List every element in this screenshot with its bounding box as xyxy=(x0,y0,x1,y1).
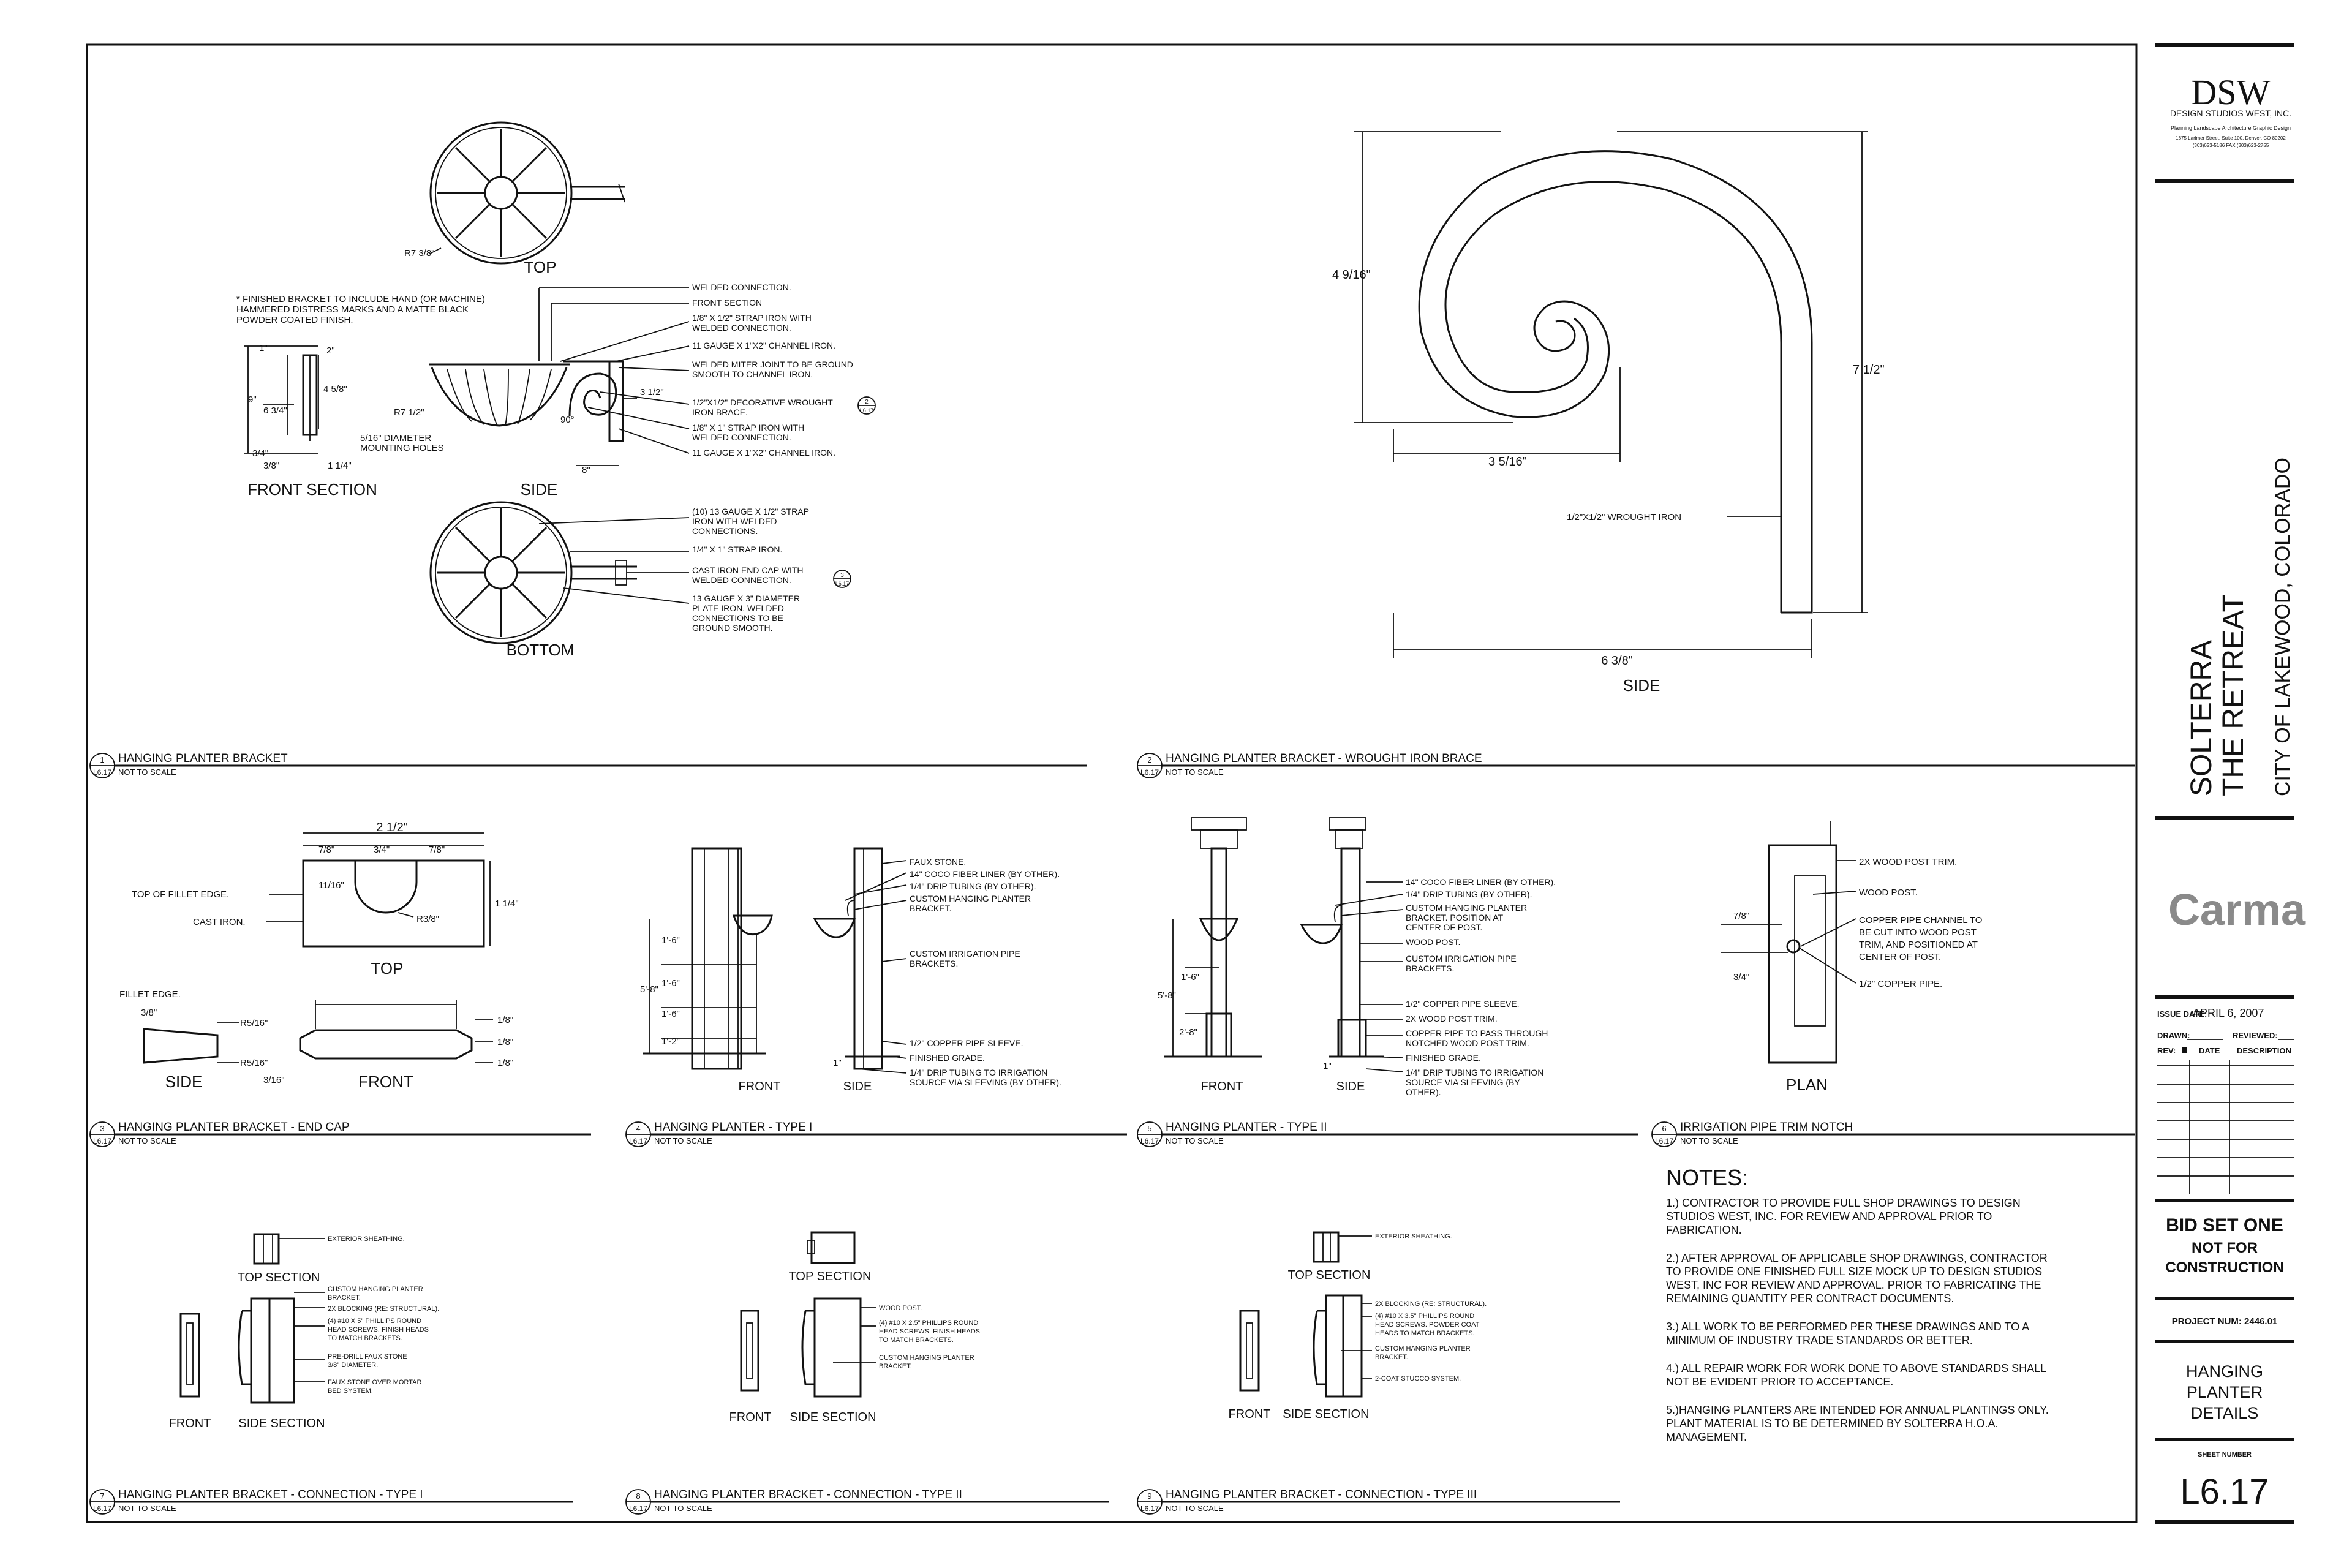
d2-callout: 1/2"X1/2" WROUGHT IRON xyxy=(1567,512,1682,522)
svg-text:TO MATCH BRACKETS.: TO MATCH BRACKETS. xyxy=(879,1336,954,1344)
d5-dim-grade: 1" xyxy=(1323,1061,1332,1071)
d2-view-side: SIDE xyxy=(1623,676,1660,695)
detail-6-callouts xyxy=(1859,857,1982,989)
d3-dim-d: 11/16" xyxy=(318,880,344,891)
status-line1: BID SET ONE xyxy=(2166,1215,2283,1235)
rev-date-col: DATE xyxy=(2199,1046,2220,1055)
svg-text:2X WOOD POST TRIM.: 2X WOOD POST TRIM. xyxy=(1859,857,1958,867)
svg-text:WELDED CONNECTION.: WELDED CONNECTION. xyxy=(692,575,791,585)
d1-top-radius: R7 3/8" xyxy=(404,248,435,258)
svg-text:SOURCE VIA SLEEVING (BY: SOURCE VIA SLEEVING (BY xyxy=(1406,1077,1520,1087)
d4-view-side: SIDE xyxy=(843,1080,872,1093)
d1-bubble-3: 3 xyxy=(840,572,844,579)
detail-5-front xyxy=(1158,818,1262,1093)
detail-4-front xyxy=(640,848,780,1093)
d1-holes-2: MOUNTING HOLES xyxy=(360,443,444,453)
svg-text:BRACKET.: BRACKET. xyxy=(910,903,952,913)
detail-4-side xyxy=(815,848,907,1093)
d1-dim-3: 9" xyxy=(248,394,257,405)
detail-title-text: HANGING PLANTER BRACKET - CONNECTION - TYPE III xyxy=(1166,1488,1477,1501)
detail-sheet-ref: L6.17 xyxy=(628,1504,648,1513)
svg-text:POWDER COATED FINISH.: POWDER COATED FINISH. xyxy=(236,315,353,325)
d3-dim-a: 7/8" xyxy=(318,845,335,855)
svg-text:BRACKET.: BRACKET. xyxy=(879,1363,912,1370)
project-name-line2: THE RETREAT xyxy=(2217,594,2250,796)
d1-holes: 5/16" DIAMETER xyxy=(360,433,432,443)
d5-dim-1: 1'-6" xyxy=(1181,972,1199,982)
detail-scale: NOT TO SCALE xyxy=(1166,1136,1224,1145)
d1-dim-10: 8" xyxy=(582,465,590,475)
detail-scale: NOT TO SCALE xyxy=(1166,767,1224,777)
svg-text:GROUND SMOOTH.: GROUND SMOOTH. xyxy=(692,623,773,633)
svg-text:NOT BE EVIDENT PRIOR TO ACCEPT: NOT BE EVIDENT PRIOR TO ACCEPTANCE. xyxy=(1666,1376,1894,1388)
d3-front-dim-3: 1/8" xyxy=(497,1058,514,1068)
d1-dim-7: 3/8" xyxy=(263,461,280,471)
d1-dim-9: 3 1/2" xyxy=(640,387,664,398)
svg-text:CUSTOM HANGING PLANTER: CUSTOM HANGING PLANTER xyxy=(1406,903,1528,913)
d4-dim-2: 1'-6" xyxy=(662,978,680,989)
svg-text:4.) ALL REPAIR WORK FOR WORK: 4.) ALL REPAIR WORK FOR WORK DONE TO ABOVE STANDARDS SHALL xyxy=(1666,1362,2047,1374)
d6-view-plan: PLAN xyxy=(1786,1076,1828,1094)
issue-label: ISSUE DATE: xyxy=(2157,1009,2207,1019)
d9-front: FRONT xyxy=(1228,1408,1271,1421)
firm-address: 1675 Larimer Street, Suite 100, Denver, CO 80202 xyxy=(2176,135,2286,141)
svg-text:TO MATCH BRACKETS.: TO MATCH BRACKETS. xyxy=(328,1335,402,1342)
detail-scale: NOT TO SCALE xyxy=(1166,1504,1224,1513)
d8-top-section: TOP SECTION xyxy=(788,1270,872,1283)
svg-text:OTHER).: OTHER). xyxy=(1406,1087,1441,1097)
svg-text:1.) CONTRACTOR TO PROVIDE FULL: 1.) CONTRACTOR TO PROVIDE FULL SHOP DRAWINGS TO DESIGN xyxy=(1666,1197,2021,1209)
d1-dim-8: 1 1/4" xyxy=(328,461,352,471)
svg-text:2X BLOCKING (RE: STRUCTURAL).: 2X BLOCKING (RE: STRUCTURAL). xyxy=(328,1305,440,1313)
detail-sheet-ref: L6.17 xyxy=(628,1137,648,1145)
d1-dim-6: 3/4" xyxy=(252,448,269,459)
svg-text:CUSTOM HANGING PLANTER: CUSTOM HANGING PLANTER xyxy=(879,1354,974,1362)
d6-dim-2: 3/4" xyxy=(1733,972,1750,982)
svg-text:STUDIOS WEST, INC. FOR REVIEW: STUDIOS WEST, INC. FOR REVIEW AND APPROVAL PRIOR TO xyxy=(1666,1210,1992,1223)
detail-sheet-ref: L6.17 xyxy=(1140,768,1159,777)
svg-text:BRACKETS.: BRACKETS. xyxy=(1406,963,1455,973)
detail-6-plan xyxy=(1721,821,1856,1094)
detail-title-3 xyxy=(90,1121,591,1147)
d3-fillet-label: FILLET EDGE. xyxy=(119,989,181,1000)
svg-text:WELDED CONNECTION.: WELDED CONNECTION. xyxy=(692,282,791,292)
d1-dim-2: 2" xyxy=(326,345,335,356)
general-notes xyxy=(1666,1165,2049,1443)
svg-text:REMAINING QUANTITY PER CONTRAC: REMAINING QUANTITY PER CONTRACT DOCUMENTS. xyxy=(1666,1292,1954,1305)
project-number: PROJECT NUM: 2446.01 xyxy=(2171,1316,2278,1327)
sheet-title-2: PLANTER xyxy=(2186,1383,2263,1401)
firm-phone: (303)623-5186 FAX (303)623-2755 xyxy=(2192,143,2269,148)
svg-text:11 GAUGE X 1"X2" CHANNEL IRON.: 11 GAUGE X 1"X2" CHANNEL IRON. xyxy=(692,448,836,458)
svg-text:WOOD POST.: WOOD POST. xyxy=(1859,888,1918,898)
svg-text:3.) ALL WORK TO BE PERFORMED P: 3.) ALL WORK TO BE PERFORMED PER THESE DRAWINGS AND TO A xyxy=(1666,1321,2030,1333)
svg-text:2-COAT STUCCO SYSTEM.: 2-COAT STUCCO SYSTEM. xyxy=(1375,1375,1461,1382)
svg-text:(4) #10 X 3.5" PHILLIPS ROUND: (4) #10 X 3.5" PHILLIPS ROUND xyxy=(1375,1313,1475,1320)
svg-text:FAUX STONE OVER MORTAR: FAUX STONE OVER MORTAR xyxy=(328,1379,422,1386)
d3-front-dim-4: 3/16" xyxy=(263,1075,285,1085)
svg-text:WEST, INC FOR REVIEW AND APPRO: WEST, INC FOR REVIEW AND APPROVAL. PRIOR TO FABRICATING THE xyxy=(1666,1279,2041,1291)
d1-bubble-3-ref: L6.17 xyxy=(835,581,850,587)
svg-text:2X WOOD POST TRIM.: 2X WOOD POST TRIM. xyxy=(1406,1014,1498,1023)
svg-text:CENTER OF POST.: CENTER OF POST. xyxy=(1859,952,1942,962)
detail-number: 1 xyxy=(100,755,105,764)
svg-text:EXTERIOR SHEATHING.: EXTERIOR SHEATHING. xyxy=(328,1235,405,1243)
detail-1-bottom-callouts xyxy=(692,507,851,633)
svg-text:TO PROVIDE ONE FINISHED FULL S: TO PROVIDE ONE FINISHED FULL SIZE MOCK UP TO DESIGN STUDIOS xyxy=(1666,1265,2043,1278)
d7-side-section: SIDE SECTION xyxy=(238,1417,325,1430)
d1-dim-4: 6 3/4" xyxy=(263,405,287,416)
svg-text:BED SYSTEM.: BED SYSTEM. xyxy=(328,1387,373,1395)
detail-title-1 xyxy=(90,752,1087,778)
svg-text:HEAD SCREWS. POWDER COAT: HEAD SCREWS. POWDER COAT xyxy=(1375,1321,1480,1329)
svg-text:IRON BRACE.: IRON BRACE. xyxy=(692,407,748,417)
svg-text:CUSTOM HANGING PLANTER: CUSTOM HANGING PLANTER xyxy=(328,1286,423,1293)
detail-number: 3 xyxy=(100,1124,105,1133)
detail-title-5 xyxy=(1137,1121,1638,1147)
d1-view-front-section: FRONT SECTION xyxy=(247,480,377,499)
svg-text:(4) #10 X 2.5" PHILLIPS ROUND: (4) #10 X 2.5" PHILLIPS ROUND xyxy=(879,1319,979,1327)
d1-angle: 90° xyxy=(560,415,575,425)
detail-sheet-ref: L6.17 xyxy=(1140,1137,1159,1145)
detail-title-text: HANGING PLANTER - TYPE II xyxy=(1166,1121,1327,1134)
detail-number: 4 xyxy=(636,1124,641,1133)
d7-front: FRONT xyxy=(168,1417,211,1430)
detail-number: 5 xyxy=(1147,1124,1152,1133)
detail-1-top-view xyxy=(404,123,625,276)
detail-number: 6 xyxy=(1662,1124,1667,1133)
d1-bubble-2-ref: L6.17 xyxy=(859,407,874,413)
detail-8-connection xyxy=(729,1232,876,1424)
d9-top-section: TOP SECTION xyxy=(1287,1268,1371,1282)
svg-text:SMOOTH TO CHANNEL IRON.: SMOOTH TO CHANNEL IRON. xyxy=(692,369,813,379)
reviewed-label: REVIEWED: xyxy=(2233,1031,2278,1040)
detail-1-side-view xyxy=(394,288,689,499)
svg-text:WELDED CONNECTION.: WELDED CONNECTION. xyxy=(692,323,791,333)
firm-services: Planning Landscape Architecture Graphic Design xyxy=(2170,125,2291,131)
detail-number: 8 xyxy=(636,1491,641,1501)
d3-dim-width: 2 1/2" xyxy=(376,821,408,834)
detail-title-text: IRRIGATION PIPE TRIM NOTCH xyxy=(1680,1121,1853,1134)
rev-label: REV: xyxy=(2157,1046,2176,1055)
detail-title-bars xyxy=(90,752,2135,1514)
detail-sheet-ref: L6.17 xyxy=(1140,1504,1159,1513)
detail-4-callouts xyxy=(910,857,1061,1087)
sheet-title-3: DETAILS xyxy=(2190,1404,2259,1422)
svg-text:2X BLOCKING (RE: STRUCTURAL).: 2X BLOCKING (RE: STRUCTURAL). xyxy=(1375,1300,1487,1308)
detail-title-2 xyxy=(1137,752,2135,778)
detail-sheet-ref: L6.17 xyxy=(92,1504,112,1513)
client-logo: Carma xyxy=(2168,886,2306,935)
svg-text:WELDED MITER JOINT TO BE GROUN: WELDED MITER JOINT TO BE GROUND xyxy=(692,360,853,369)
detail-1-front-section xyxy=(244,343,444,499)
svg-text:FAUX STONE.: FAUX STONE. xyxy=(910,857,967,867)
d4-dim-3: 1'-6" xyxy=(662,1009,680,1019)
detail-sheet-ref: L6.17 xyxy=(92,1137,112,1145)
svg-text:CONNECTIONS TO BE: CONNECTIONS TO BE xyxy=(692,613,783,623)
detail-scale: NOT TO SCALE xyxy=(118,767,176,777)
d3-side-dim: 3/8" xyxy=(141,1008,157,1018)
svg-text:FABRICATION.: FABRICATION. xyxy=(1666,1224,1742,1236)
svg-text:(4) #10 X 5" PHILLIPS ROUND: (4) #10 X 5" PHILLIPS ROUND xyxy=(328,1317,422,1325)
d5-dim-2: 2'-8" xyxy=(1179,1027,1197,1038)
d1-front-radius: R7 1/2" xyxy=(394,407,424,418)
detail-7-callouts xyxy=(328,1235,439,1395)
detail-scale: NOT TO SCALE xyxy=(1680,1136,1738,1145)
svg-text:WOOD POST.: WOOD POST. xyxy=(1406,937,1461,947)
detail-title-text: HANGING PLANTER BRACKET - CONNECTION - TYPE II xyxy=(654,1488,962,1501)
drawn-label: DRAWN: xyxy=(2157,1031,2190,1040)
d4-dim-4: 1'-2" xyxy=(662,1036,680,1047)
detail-5-side xyxy=(1302,818,1403,1093)
d3-radius-2: R5/16" xyxy=(240,1018,268,1028)
svg-text:11 GAUGE X 1"X2" CHANNEL IRON.: 11 GAUGE X 1"X2" CHANNEL IRON. xyxy=(692,341,836,350)
svg-text:FRONT SECTION: FRONT SECTION xyxy=(692,298,763,307)
d4-dim-1: 1'-6" xyxy=(662,935,680,946)
detail-scale: NOT TO SCALE xyxy=(118,1504,176,1513)
detail-3-end-cap-side xyxy=(119,989,268,1091)
d3-view-side: SIDE xyxy=(165,1072,203,1091)
detail-scale: NOT TO SCALE xyxy=(654,1504,712,1513)
svg-text:SOURCE VIA SLEEVING (BY OTHER): SOURCE VIA SLEEVING (BY OTHER). xyxy=(910,1077,1061,1087)
d1-view-bottom: BOTTOM xyxy=(506,641,575,659)
detail-3-end-cap-front xyxy=(263,1000,513,1091)
svg-text:WELDED CONNECTION.: WELDED CONNECTION. xyxy=(692,432,791,442)
project-location: CITY OF LAKEWOOD, COLORADO xyxy=(2271,458,2294,796)
svg-text:NOTCHED WOOD POST TRIM.: NOTCHED WOOD POST TRIM. xyxy=(1406,1038,1529,1048)
detail-7-connection xyxy=(169,1234,325,1430)
notes-heading: NOTES: xyxy=(1666,1165,1749,1190)
revision-table-lines xyxy=(2157,1060,2294,1194)
svg-text:1/2" COPPER PIPE SLEEVE.: 1/2" COPPER PIPE SLEEVE. xyxy=(1406,999,1520,1009)
detail-5-callouts xyxy=(1406,877,1556,1097)
d3-front-dim-1: 1/8" xyxy=(497,1015,514,1025)
detail-sheet-ref: L6.17 xyxy=(92,768,112,777)
d3-radius-1: R3/8" xyxy=(417,914,440,924)
d3-dim-c: 7/8" xyxy=(429,845,445,855)
title-block xyxy=(2155,45,2306,1522)
svg-text:COPPER PIPE CHANNEL TO: COPPER PIPE CHANNEL TO xyxy=(1859,915,1983,925)
svg-text:CUSTOM IRRIGATION PIPE: CUSTOM IRRIGATION PIPE xyxy=(1406,954,1517,963)
d5-dim-total: 5'-8" xyxy=(1158,990,1176,1001)
detail-number: 2 xyxy=(1147,755,1152,764)
svg-text:BRACKETS.: BRACKETS. xyxy=(910,959,959,968)
d2-dim-vertical: 7 1/2" xyxy=(1853,363,1885,377)
svg-text:HEAD SCREWS. FINISH HEADS: HEAD SCREWS. FINISH HEADS xyxy=(328,1326,429,1333)
detail-scale: NOT TO SCALE xyxy=(654,1136,712,1145)
sheet-number-label: SHEET NUMBER xyxy=(2197,1451,2252,1458)
svg-text:* FINISHED BRACKET TO INCLUDE: * FINISHED BRACKET TO INCLUDE HAND (OR MACHINE) xyxy=(236,294,485,304)
firm-logo: DSW xyxy=(2191,72,2271,112)
svg-text:1/2"X1/2" DECORATIVE WROUGHT: 1/2"X1/2" DECORATIVE WROUGHT xyxy=(692,398,833,407)
svg-text:CUSTOM HANGING PLANTER: CUSTOM HANGING PLANTER xyxy=(910,894,1031,903)
svg-text:IRON WITH WELDED: IRON WITH WELDED xyxy=(692,516,777,526)
svg-text:HEAD SCREWS. FINISH HEADS: HEAD SCREWS. FINISH HEADS xyxy=(879,1328,981,1335)
svg-text:HAMMERED DISTRESS MARKS AND A: HAMMERED DISTRESS MARKS AND A MATTE BLACK xyxy=(236,304,469,315)
d2-dim-inner: 3 5/16" xyxy=(1488,455,1527,469)
d1-view-side: SIDE xyxy=(520,480,558,499)
detail-title-text: HANGING PLANTER BRACKET - CONNECTION - TYPE I xyxy=(118,1488,423,1501)
svg-text:2.) AFTER APPROVAL OF APPLICAB: 2.) AFTER APPROVAL OF APPLICABLE SHOP DRAWINGS, CONTRACTOR xyxy=(1666,1252,2048,1264)
d3-cast-iron-label: CAST IRON. xyxy=(193,917,246,927)
d1-bubble-2: 2 xyxy=(865,399,869,405)
svg-text:3/8" DIAMETER.: 3/8" DIAMETER. xyxy=(328,1362,379,1369)
svg-text:1/2" COPPER PIPE SLEEVE.: 1/2" COPPER PIPE SLEEVE. xyxy=(910,1038,1023,1048)
detail-title-8 xyxy=(626,1488,1109,1514)
svg-text:MANAGEMENT.: MANAGEMENT. xyxy=(1666,1431,1747,1443)
svg-text:CENTER OF POST.: CENTER OF POST. xyxy=(1406,922,1483,932)
svg-text:COPPER PIPE TO PASS THROUGH: COPPER PIPE TO PASS THROUGH xyxy=(1406,1028,1548,1038)
detail-title-4 xyxy=(626,1121,1127,1147)
d3-view-top: TOP xyxy=(371,959,404,978)
svg-text:EXTERIOR SHEATHING.: EXTERIOR SHEATHING. xyxy=(1375,1233,1452,1240)
svg-text:MINIMUM OF INDUSTRY TRADE STAN: MINIMUM OF INDUSTRY TRADE STANDARDS OR BETTER. xyxy=(1666,1334,1973,1346)
svg-text:CONNECTIONS.: CONNECTIONS. xyxy=(692,526,758,536)
status-line3: CONSTRUCTION xyxy=(2165,1259,2284,1276)
svg-text:1/8" X 1" STRAP IRON WITH: 1/8" X 1" STRAP IRON WITH xyxy=(692,423,805,432)
svg-text:WOOD POST.: WOOD POST. xyxy=(879,1305,922,1312)
svg-text:1/2" COPPER PIPE.: 1/2" COPPER PIPE. xyxy=(1859,979,1943,989)
svg-text:1/4" DRIP TUBING TO IRRIGATION: 1/4" DRIP TUBING TO IRRIGATION xyxy=(1406,1068,1544,1077)
svg-text:1/4" X 1" STRAP IRON.: 1/4" X 1" STRAP IRON. xyxy=(692,545,783,554)
d3-view-front: FRONT xyxy=(358,1072,413,1091)
sheet-number: L6.17 xyxy=(2180,1472,2269,1512)
d3-dim-h: 1 1/4" xyxy=(495,899,519,909)
d1-dim-1: 1" xyxy=(259,343,268,353)
svg-text:PLANT MATERIAL IS TO BE DETERM: PLANT MATERIAL IS TO BE DETERMINED BY SOLTERRA H.O.A. xyxy=(1666,1417,1999,1430)
detail-1-finish-note xyxy=(236,294,485,325)
svg-text:5.)HANGING PLANTERS ARE INTEND: 5.)HANGING PLANTERS ARE INTENDED FOR ANNUAL PLANTINGS ONLY. xyxy=(1666,1404,2049,1416)
firm-name: DESIGN STUDIOS WEST, INC. xyxy=(2169,108,2292,118)
svg-text:CUSTOM IRRIGATION PIPE: CUSTOM IRRIGATION PIPE xyxy=(910,949,1020,959)
svg-text:1/8" X 1/2" STRAP IRON WITH: 1/8" X 1/2" STRAP IRON WITH xyxy=(692,313,812,323)
svg-text:FINISHED GRADE.: FINISHED GRADE. xyxy=(1406,1053,1481,1063)
svg-text:BE CUT INTO WOOD POST: BE CUT INTO WOOD POST xyxy=(1859,927,1977,938)
svg-text:PRE-DRILL FAUX STONE: PRE-DRILL FAUX STONE xyxy=(328,1353,407,1360)
d4-view-front: FRONT xyxy=(738,1080,781,1093)
detail-8-callouts xyxy=(879,1305,980,1370)
d3-dim-b: 3/4" xyxy=(374,845,390,855)
detail-sheet-ref: L6.17 xyxy=(1654,1137,1674,1145)
detail-3-end-cap-top xyxy=(132,821,519,978)
rev-desc-col: DESCRIPTION xyxy=(2237,1046,2291,1055)
detail-1-bottom-view xyxy=(431,502,689,659)
detail-1-side-callouts xyxy=(692,282,875,458)
d3-front-dim-2: 1/8" xyxy=(497,1037,514,1047)
svg-text:13 GAUGE X 3" DIAMETER: 13 GAUGE X 3" DIAMETER xyxy=(692,594,801,603)
d4-dim-grade: 1" xyxy=(833,1058,842,1068)
detail-title-text: HANGING PLANTER BRACKET xyxy=(118,752,288,765)
svg-text:1/4" DRIP TUBING (BY OTHER).: 1/4" DRIP TUBING (BY OTHER). xyxy=(1406,889,1532,899)
svg-text:1/4" DRIP TUBING (BY OTHER).: 1/4" DRIP TUBING (BY OTHER). xyxy=(910,881,1036,891)
detail-9-connection xyxy=(1229,1232,1372,1421)
d2-dim-height: 4 9/16" xyxy=(1332,268,1371,282)
d3-radius-3: R5/16" xyxy=(240,1058,268,1068)
svg-text:BRACKET.: BRACKET. xyxy=(328,1294,361,1302)
d1-dim-5: 4 5/8" xyxy=(323,384,347,394)
detail-title-text: HANGING PLANTER - TYPE I xyxy=(654,1121,813,1134)
detail-title-text: HANGING PLANTER BRACKET - WROUGHT IRON BRACE xyxy=(1166,752,1482,765)
svg-text:HEADS TO MATCH BRACKETS.: HEADS TO MATCH BRACKETS. xyxy=(1375,1330,1475,1337)
d4-dim-total: 5'-8" xyxy=(640,984,658,995)
status-line2: NOT FOR xyxy=(2192,1240,2258,1256)
svg-text:CUSTOM HANGING PLANTER: CUSTOM HANGING PLANTER xyxy=(1375,1345,1471,1352)
svg-text:14" COCO FIBER LINER (BY OTHER: 14" COCO FIBER LINER (BY OTHER). xyxy=(1406,877,1556,887)
project-name-line1: SOLTERRA xyxy=(2185,639,2218,796)
svg-text:(10) 13 GAUGE X 1/2" STRAP: (10) 13 GAUGE X 1/2" STRAP xyxy=(692,507,809,516)
d6-dim-1: 7/8" xyxy=(1733,911,1750,921)
detail-number: 7 xyxy=(100,1491,105,1501)
detail-2-wrought-iron-scroll xyxy=(1332,132,1885,695)
svg-text:14" COCO FIBER LINER (BY OTHER: 14" COCO FIBER LINER (BY OTHER). xyxy=(910,869,1060,879)
detail-scale: NOT TO SCALE xyxy=(118,1136,176,1145)
d2-dim-width: 6 3/8" xyxy=(1601,654,1633,668)
svg-text:CAST IRON END CAP WITH: CAST IRON END CAP WITH xyxy=(692,565,804,575)
d3-top-fillet-label: TOP OF FILLET EDGE. xyxy=(132,889,230,900)
detail-title-6 xyxy=(1652,1121,2135,1147)
svg-text:1/4" DRIP TUBING TO IRRIGATION: 1/4" DRIP TUBING TO IRRIGATION xyxy=(910,1068,1048,1077)
d8-front: FRONT xyxy=(729,1411,772,1424)
sheet-title-1: HANGING xyxy=(2185,1362,2264,1381)
svg-text:PLATE IRON. WELDED: PLATE IRON. WELDED xyxy=(692,603,784,613)
detail-9-callouts xyxy=(1375,1233,1487,1382)
detail-title-7 xyxy=(90,1488,573,1514)
detail-title-9 xyxy=(1137,1488,1620,1514)
svg-text:BRACKET.: BRACKET. xyxy=(1375,1354,1408,1361)
detail-number: 9 xyxy=(1147,1491,1152,1501)
d9-side-section: SIDE SECTION xyxy=(1283,1408,1370,1421)
svg-text:FINISHED GRADE.: FINISHED GRADE. xyxy=(910,1053,985,1063)
d5-view-side: SIDE xyxy=(1336,1080,1365,1093)
issue-date: APRIL 6, 2007 xyxy=(2193,1007,2264,1019)
d8-side-section: SIDE SECTION xyxy=(790,1411,876,1424)
d7-top-section: TOP SECTION xyxy=(237,1271,320,1284)
detail-title-text: HANGING PLANTER BRACKET - END CAP xyxy=(118,1121,350,1134)
svg-text:BRACKET. POSITION AT: BRACKET. POSITION AT xyxy=(1406,913,1504,922)
d5-view-front: FRONT xyxy=(1200,1080,1243,1093)
svg-text:TRIM, AND POSITIONED AT: TRIM, AND POSITIONED AT xyxy=(1859,940,1978,950)
d1-view-top: TOP xyxy=(524,258,557,276)
